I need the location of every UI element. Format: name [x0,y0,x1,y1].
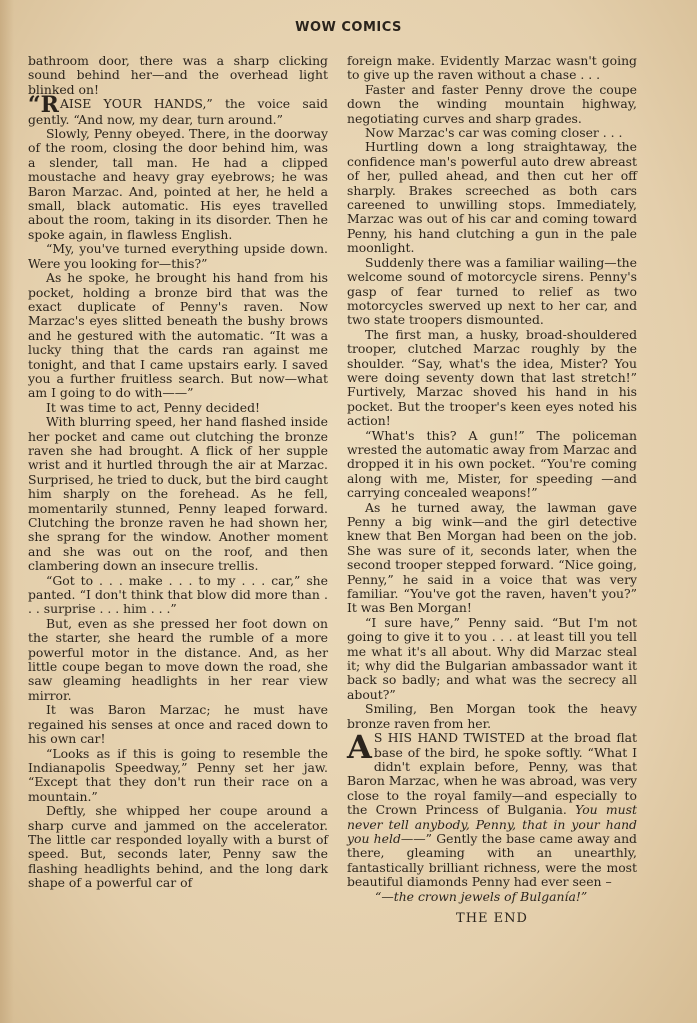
dropcap-rest: ” the voice said gently. “And now, my dear, turn around.” [28,96,328,127]
italic-phrase: You must never tell anybody, Penny, that in your hand you held—— [347,802,637,846]
paragraph: But, even as she pressed her foot down on the starter, she heard the rumble of a more powerful motor in the distance. And, as her little coupe began to move down the road, she saw gleaming headlights in her rear view mirror. [28,615,328,703]
paragraph: With blurring speed, her hand flashed inside her pocket and came out clutching the bronze raven she had brought. A flick of her supple wrist and it hurtled through the air at Marzac. Surprised, he tried to duck, but the bird caught him sharply on the forehead. As he fell, momentarily stunned, Penny leaped forward. Clutching the bronze raven he had shown her, she sprang for the window. Another moment and she was out on the roof, and then clambering down an insecure trellis. [28,414,328,574]
paragraph: It was time to act, Penny decided! [46,399,260,415]
paragraph: “Looks as if this is going to resemble the Indianapolis Speedway,” Penny set her jaw. “Except that they don't run their race on a mountain.” [28,745,328,804]
dropcap-caps: S HIS HAND TWISTED [373,730,526,746]
dropcap-letter: A [347,728,372,767]
right-column [347,54,637,926]
the-end-label: THE END [456,910,528,926]
page-spine-shadow [0,0,14,1023]
dropcap-caps: AISE YOUR HANDS, [59,96,207,112]
paragraph: “Got to . . . make . . . to my . . . car,” she panted. “I don't think that blow did more than . . . surprise . . . him . . .” [28,572,328,617]
paragraph: bathroom door, there was a sharp clicking sound behind her—and the overhead light blinked on! [28,53,328,97]
dropcap-paragraph [28,92,328,127]
dropcap-end: ” Gently the base came away and there, gleaming with an unearthly, fantastically brilliant richness, were the most beautiful diamonds Penny had ever seen – [347,830,637,890]
paragraph: As he turned away, the lawman gave Penny a big wink—and the girl detective knew that Ben Morgan had been on the job. She was sure of it, seconds later, when the second trooper stepped forward. “Nice going, Penny,” he said in a voice that was very familiar. “You've got the raven, haven't you?” It was Ben Morgan! [347,499,637,616]
left-column [28,54,328,891]
paragraph: Smiling, Ben Morgan took the heavy bronze raven from her. [347,701,637,731]
paragraph: The first man, a husky, broad-shouldered trooper, clutched Marzac roughly by the shoulder. “Say, what's the idea, Mister? You were doing seventy down that last stretch!” Furtively, Marzac shoved his hand in his pocket. But the trooper's keen eyes noted his action! [347,326,637,429]
paragraph: “What's this? A gun!” The policeman wrested the automatic away from Marzac and dropped it in his own pocket. “You're coming along with me, Mister, for speeding —and carrying concealed weapons!” [347,427,637,501]
paragraph: Hurtling down a long straightaway, the confidence man's powerful auto drew abreast of her, pulled ahead, and then cut her off sharply. Brakes screeched as both cars careened to unwilling stops. Immediately, Marzac was out of his car and coming toward Penny, his hand clutching a gun in the pale moonlight. [347,139,637,256]
page-header: WOW COMICS [295,20,402,35]
paragraph: Deftly, she whipped her coupe around a sharp curve and jammed on the accelerator. The little car responded loyally with a burst of speed. But, seconds later, Penny saw the flashing headlights behind, and the long dark shape of a powerful car of [28,803,328,891]
dropcap-quote: “ [28,92,41,119]
paragraph: As he spoke, he brought his hand from his pocket, holding a bronze bird that was the exact duplicate of Penny's raven. Now Marzac's eyes slitted beneath the bushy brows and he gestured with the automatic. “It was a lucky thing that the cards ran against me tonight, and that I came upstairs early. I saved you a further fruitless search. But now—what am I going to do with——” [28,270,328,401]
paragraph: Now Marzac's car was coming closer . . . [365,125,623,141]
dropcap-rest: at the broad flat base of the bird, he spoke softly. “What I didn't explain before, Penny, was that Baron Marzac, when he was abroad, was very close to the royal family—and especially to the Crown Princess of Bulgania. [347,730,637,818]
paragraph: It was Baron Marzac; he must have regained his senses at once and raced down to his own car! [28,702,328,747]
dropcap-letter: R [40,92,59,119]
final-line: “—the crown jewels of Bulganía!” [375,888,588,904]
paragraph: “My, you've turned everything upside down. Were you looking for—this?” [28,241,328,271]
paragraph: Suddenly there was a familiar wailing—the welcome sound of motorcycle sirens. Penny's gasp of fear turned to relief as two motorcycles swerved up next to her car, and two state troopers dismounted. [347,254,637,328]
paragraph: “I sure have,” Penny said. “But I'm not going to give it to you . . . at least till you tell me what it's all about. Why did Marzac steal it; why did the Bulgarian ambassador want it back so badly; and what was the secrecy all about?” [347,614,637,702]
paragraph: foreign make. Evidently Marzac wasn't going to give up the raven without a chase . . . [347,53,637,83]
paragraph: Slowly, Penny obeyed. There, in the doorway of the room, closing the door behind him, was a slender, tall man. He had a clipped moustache and heavy gray eyebrows; he was Baron Marzac. And, pointed at her, he held a small, black automatic. His eyes travelled about the room, taking in its disorder. Then he spoke again, in flawless English. [28,126,328,242]
paragraph: Faster and faster Penny drove the coupe down the winding mountain highway, negotiating curves and sharp grades. [347,81,637,126]
dropcap-paragraph [347,728,637,890]
